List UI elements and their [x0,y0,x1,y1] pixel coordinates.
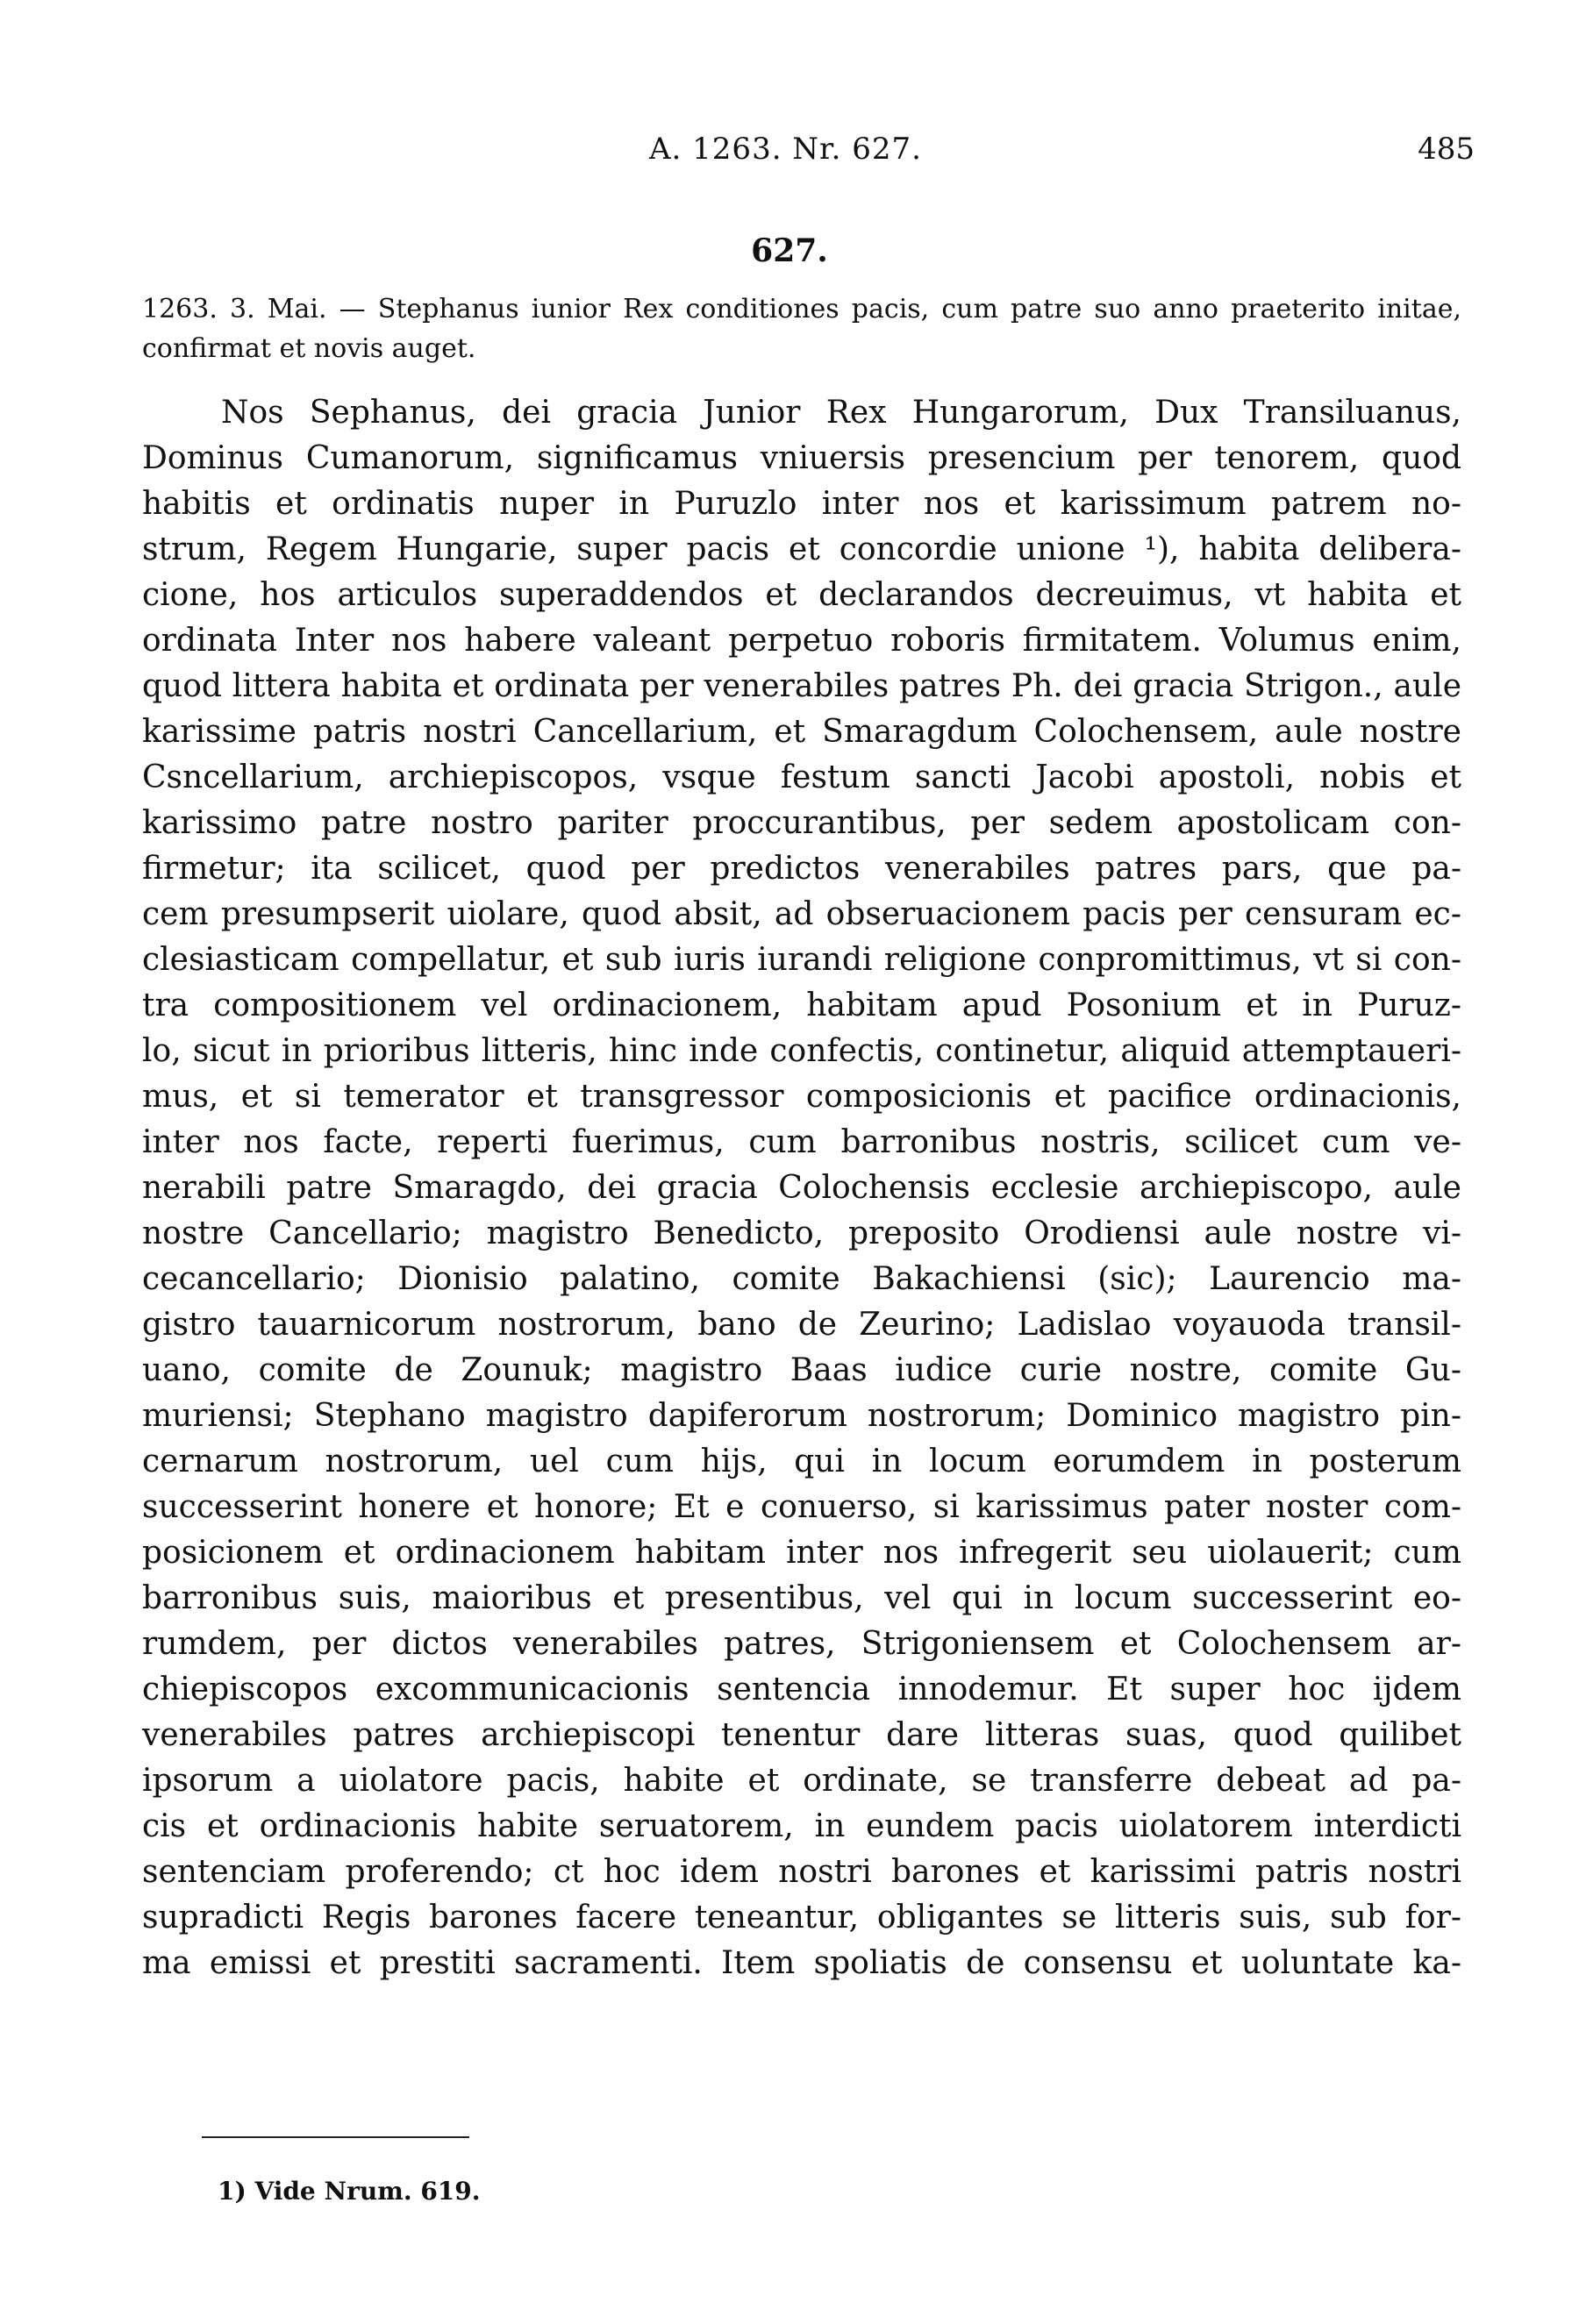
body-line: mus, et si temerator et transgressor composicionis et pacifice ordinacionis, [142,1079,1461,1115]
body-line: sentenciam proferendo; ct hoc idem nostri barones et karissimi patris nostri [142,1854,1461,1890]
body-line: Dominus Cumanorum, significamus vniuersis presencium per tenorem, quod [142,440,1461,476]
body-line: cernarum nostrorum, uel cum hijs, qui in locum eorumdem in posterum [142,1444,1461,1479]
body-line: muriensi; Stephano magistro dapiferorum nostrorum; Dominico magistro pin- [142,1398,1461,1434]
body-line: ordinata Inter nos habere valeant perpetuo roboris firmitatem. Volumus enim, [142,623,1461,659]
body-line: clesiasticam compellatur, et sub iuris iurandi religione conpromittimus, vt si con- [142,942,1461,978]
body-line: posicionem et ordinacionem habitam inter nos infregerit seu uiolauerit; cum [142,1535,1461,1571]
body-line: tra compositionem vel ordinacionem, habitam apud Posonium et in Puruz- [142,987,1461,1023]
body-line: ipsorum a uiolatore pacis, habite et ordinate, se transferre debeat ad pa- [142,1763,1461,1799]
body-line: inter nos facte, reperti fuerimus, cum barronibus nostris, scilicet cum ve- [142,1124,1461,1160]
document-number: 627. [751,232,828,269]
body-line: cem presumpserit uiolare, quod absit, ad obseruacionem pacis per censuram ec- [142,896,1461,932]
footnote: 1) Vide Nrum. 619. [218,2177,481,2206]
footnote-divider [202,2136,469,2138]
body-line: Csncellarium, archiepiscopos, vsque festum sancti Jacobi apostoli, nobis et [142,759,1461,795]
body-line: cis et ordinacionis habite seruatorem, in eundem pacis uiolatorem interdicti [142,1808,1461,1844]
body-line: Nos Sephanus, dei gracia Junior Rex Hungarorum, Dux Transiluanus, [221,395,1461,431]
body-line: quod littera habita et ordinata per venerabiles patres Ph. dei gracia Strigon., aule [142,668,1461,704]
body-line: karissimo patre nostro pariter proccurantibus, per sedem apostolicam con- [142,805,1461,841]
body-line: lo, sicut in prioribus litteris, hinc inde confectis, continetur, aliquid attemptaueri- [142,1033,1461,1069]
body-line: cione, hos articulos superaddendos et declarandos decreuimus, vt habita et [142,577,1461,613]
running-title: A. 1263. Nr. 627. [649,132,922,167]
page-number: 485 [1418,132,1475,167]
body-line: cecancellario; Dionisio palatino, comite Bakachiensi (sic); Laurencio ma- [142,1261,1461,1297]
body-line: ma emissi et prestiti sacramenti. Item spoliatis de consensu et uoluntate ka- [142,1945,1461,1981]
body-line: venerabiles patres archiepiscopi tenentur dare litteras suas, quod quilibet [142,1717,1461,1753]
body-line: supradicti Regis barones facere teneantur, obligantes se litteris suis, sub for- [142,1900,1461,1935]
body-line: successerint honere et honore; Et e conuerso, si karissimus pater noster com- [142,1489,1461,1525]
body-line: strum, Regem Hungarie, super pacis et concordie unione ¹), habita delibera- [142,531,1461,567]
body-line: nerabili patre Smaragdo, dei gracia Colochensis ecclesie archiepiscopo, aule [142,1170,1461,1206]
body-line: habitis et ordinatis nuper in Puruzlo inter nos et karissimum patrem no- [142,486,1461,522]
body-line: barronibus suis, maioribus et presentibus, vel qui in locum successerint eo- [142,1580,1461,1616]
body-line: karissime patris nostri Cancellarium, et Smaragdum Colochensem, aule nostre [142,714,1461,750]
body-line: uano, comite de Zounuk; magistro Baas iudice curie nostre, comite Gu- [142,1352,1461,1388]
running-header [649,132,1475,175]
body-line: rumdem, per dictos venerabiles patres, Strigoniensem et Colochensem ar- [142,1626,1461,1662]
charter-body-text [142,390,1461,1986]
body-line: gistro tauarnicorum nostrorum, bano de Zeurino; Ladislao voyauoda transil- [142,1307,1461,1343]
body-line: firmetur; ita scilicet, quod per predictos venerabiles patres pars, que pa- [142,851,1461,887]
body-line: chiepiscopos excommunicacionis sentencia innodemur. Et super hoc ijdem [142,1672,1461,1707]
regest-summary: 1263. 3. Mai. — Stephanus iunior Rex conditiones pacis, cum patre suo anno praeterito initae, confirmat et novis auget. [142,294,1461,364]
body-line: nostre Cancellario; magistro Benedicto, preposito Orodiensi aule nostre vi- [142,1215,1461,1251]
